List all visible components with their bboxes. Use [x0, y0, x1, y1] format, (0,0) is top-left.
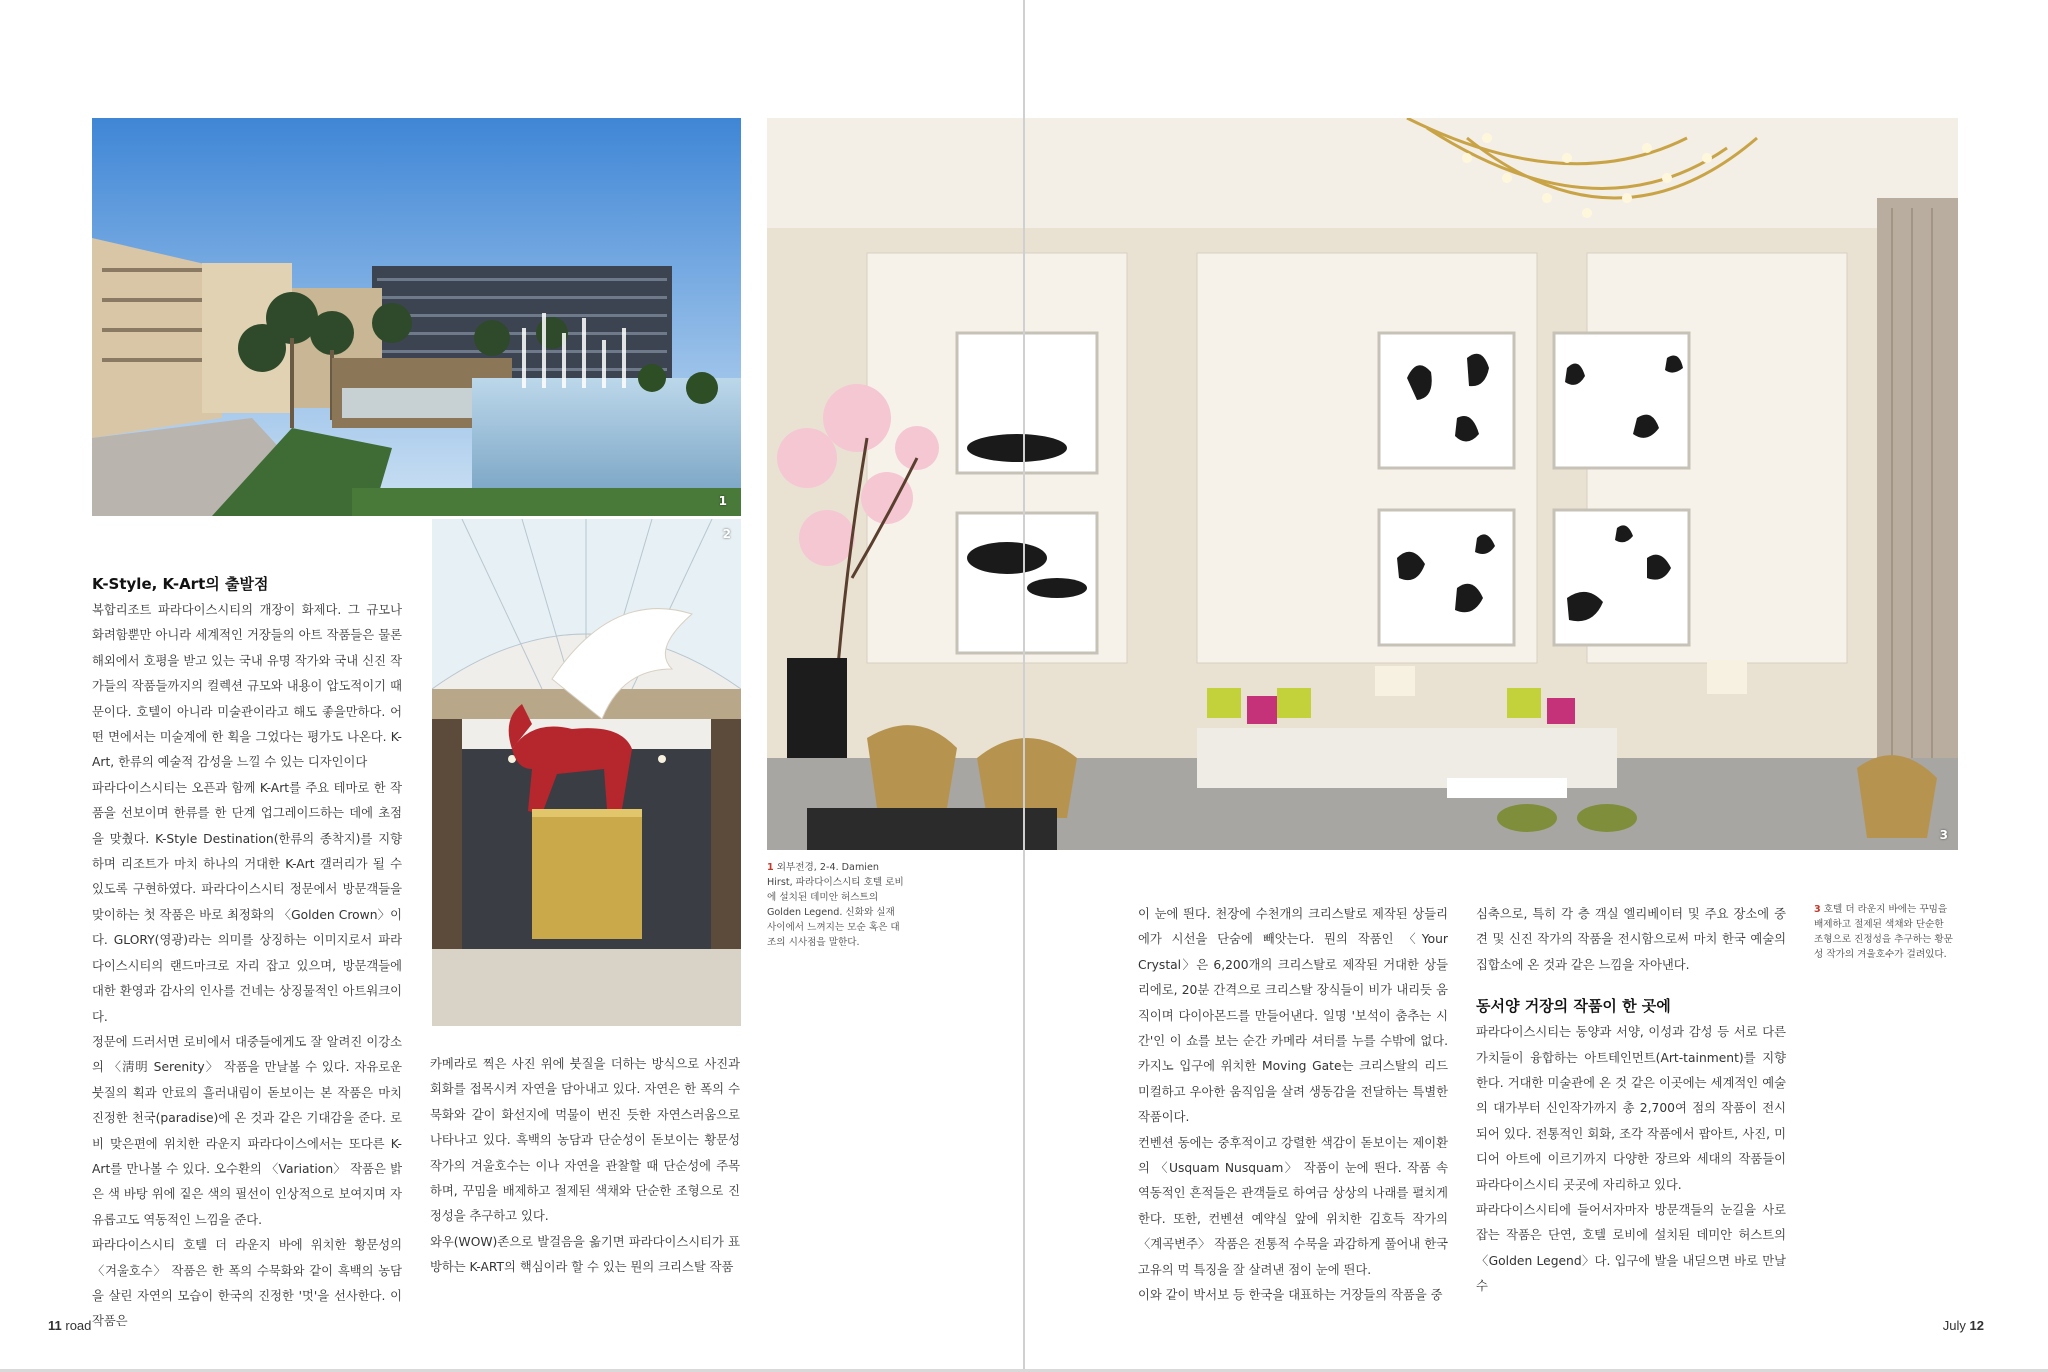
- photo-caption-right: [1814, 902, 1954, 962]
- paragraph: 이와 같이 박서보 등 한국을 대표하는 거장들의 작품을 중: [1138, 1288, 1443, 1303]
- folio-left: [48, 1318, 91, 1333]
- article-column-3: [1138, 902, 1448, 1309]
- article-column-4: [1476, 902, 1786, 1300]
- page-number: 12: [1969, 1318, 1984, 1333]
- pegasus-illustration: [432, 519, 741, 1026]
- page-number: 11: [48, 1318, 62, 1333]
- photo-number: 2: [722, 527, 731, 541]
- paragraph: 심축으로, 특히 각 층 객실 엘리베이터 및 주요 장소에 중견 및 신진 작가의 작품을 전시함으로써 마치 한국 예술의 집합소에 온 것과 같은 느낌을 자아낸다.: [1476, 907, 1786, 972]
- paragraph: 파라다이스시티 호텔 더 라운지 바에 위치한 황문성의 〈겨울호수〉 작품은 한 폭의 수묵화와 같이 흑백의 농담을 살린 자연의 모습이 한국의 진정한 '멋'을 선사한다. 이 작품은: [92, 1238, 402, 1329]
- folio-right: [1943, 1318, 1984, 1333]
- paragraph: 컨벤션 동에는 중후적이고 강렬한 색감이 돋보이는 제이환의 〈Usquam Nusquam〉 작품이 눈에 띈다. 작품 속 역동적인 흔적들은 관객들로 하여금 상상의 나래를 펼치게 한다. 또한, 컨벤션 예약실 앞에 위치한 김호득 작가의 〈계곡변주〉 작품은 전통적 수묵을 과감하게 풀어내 한국 고유의 먹 특징을 잘 살려낸 점이 눈에 띈다.: [1138, 1135, 1448, 1277]
- caption-text: 외부전경, 2-4. Damien Hirst, 파라다이스시티 호텔 로비에 설치된 데미안 허스트의 Golden Legend. 신화와 실재 사이에서 느껴지는 모순 혹은 대조의 시사점을 말한다.: [767, 862, 904, 948]
- caption-number: 3: [1814, 904, 1821, 915]
- paragraph: 복합리조트 파라다이스시티의 개장이 화제다. 그 규모나 화려함뿐만 아니라 세계적인 거장들의 아트 작품들은 물론 해외에서 호평을 받고 있는 국내 유명 작가와 국내 신진 작가들의 작품들까지의 컬렉션 규모와 내용이 압도적이기 때문이다. 호텔이 아니라 미술관이라고 해도 좋을만하다. 어떤 면에서는 미술계에 한 획을 그었다는 평가도 나온다. K-Art, 한류의 예술적 감성을 느낄 수 있는 디자인이다: [92, 603, 402, 770]
- paragraph: 파라다이스시티에 들어서자마자 방문객들의 눈길을 사로잡는 작품은 단연, 호텔 로비에 설치된 데미안 허스트의 〈Golden Legend〉다. 입구에 발을 내딛으면 바로 만날 수: [1476, 1203, 1786, 1294]
- paragraph: 파라다이스시티는 동양과 서양, 이성과 감성 등 서로 다른 가치들이 융합하는 아트테인먼트(Art-tainment)를 지향한다. 거대한 미술관에 온 것 같은 이곳에는 세계적인 예술의 대가부터 신인작가까지 총 2,700여 점의 작품이 전시되어 있다. 전통적인 회화, 조각 작품에서 팝아트, 사진, 미디어 아트에 이르기까지 다양한 장르와 세대의 작품들이 파라다이스시티 곳곳에 자리하고 있다.: [1476, 1025, 1786, 1192]
- magazine-title: road: [65, 1318, 92, 1333]
- article-column-2: [430, 1052, 740, 1281]
- spread-gutter: [1023, 0, 1025, 1372]
- caption-number: 1: [767, 862, 774, 873]
- caption-text: 호텔 더 라운지 바에는 꾸밈을 배제하고 절제된 색채와 단순한 조형으로 진정성을 추구하는 황문성 작가의 겨울호수가 걸려있다.: [1814, 904, 1953, 960]
- paragraph: 와우(WOW)존으로 발걸음을 옮기면 파라다이스시티가 표방하는 K-ART의 핵심이라 할 수 있는 뭔의 크리스탈 작품: [430, 1234, 740, 1275]
- paragraph: 이 눈에 띈다. 천장에 수천개의 크리스탈로 제작된 상들리에가 시선을 단숨에 빼앗는다. 뭔의 작품인 〈Your Crystal〉은 6,200개의 크리스탈로 제작된 거대한 상들리에로, 20분 간격으로 크리스탈 장식들이 비가 내리듯 움직이며 다이아몬드를 만들어낸다. 일명 '보석이 춤추는 시간'인 이 쇼를 보는 순간 카메라 셔터를 누를 수밖에 없다. 카지노 입구에 위치한 Moving Gate는 크리스탈의 리드미컬하고 우아한 움직임을 살려 생동감을 전달하는 특별한 작품이다.: [1138, 907, 1448, 1125]
- paragraph: 정문에 드러서면 로비에서 대중들에게도 잘 알려진 이강소의 〈淸明 Serenity〉 작품을 만날볼 수 있다. 자유로운 붓질의 획과 안료의 흘러내림이 돋보이는 본 작품은 마치 진정한 천국(paradise)에 온 것과 같은 기대감을 준다. 로비 맞은편에 위치한 라운지 파라다이스에서는 또다른 K-Art를 만나볼 수 있다. 오수환의 〈Variation〉 작품은 밝은 색 바탕 위에 짙은 색의 필선이 인상적으로 보여지며 자유롭고도 역동적인 느낌을 준다.: [92, 1034, 402, 1227]
- photo-number: 3: [1939, 828, 1948, 842]
- issue-month: July: [1942, 1318, 1966, 1333]
- lobby-illustration: [767, 118, 1958, 850]
- exterior-illustration: [92, 118, 741, 516]
- photo-exterior: [92, 118, 741, 516]
- photo-number: 1: [718, 494, 727, 508]
- section-heading: K-Style, K-Art의 출발점: [92, 575, 269, 593]
- paragraph: 파라다이스시티는 오픈과 함께 K-Art를 주요 테마로 한 작품을 선보이며 한류를 한 단계 업그레이드하는 데에 초점을 맞췄다. K-Style Destination(한류의 종착지)를 지향하며 리조트가 마치 하나의 거대한 K-Art 갤러리가 될 수 있도록 구현하였다. 파라다이스시티 정문에서 방문객들을 맞이하는 첫 작품은 바로 최정화의 〈Golden Crown〉이다. GLORY(영광)라는 의미를 상징하는 이미지로서 파라다이스시티의 랜드마크로 자리 잡고 있으며, 방문객들에 대한 환영과 감사의 인사를 건네는 상징물적인 아트워크이다.: [92, 780, 402, 1024]
- photo-caption-left: [767, 860, 907, 950]
- photo-pegasus: [432, 519, 741, 1026]
- photo-lobby-lounge: [767, 118, 1958, 850]
- article-column-1: [92, 570, 402, 1335]
- paragraph: 카메라로 찍은 사진 위에 붓질을 더하는 방식으로 사진과 회화를 접목시켜 자연을 담아내고 있다. 자연은 한 폭의 수묵화와 같이 화선지에 먹물이 번진 듯한 자연스러움으로 나타나고 있다. 흑백의 농담과 단순성이 돋보이는 황문성 작가의 겨울호수는 이나 자연을 관찰할 때 단순성에 주목하며, 꾸밈을 배제하고 절제된 색채와 단순한 조형으로 진정성을 추구하고 있다.: [430, 1057, 740, 1224]
- section-heading: 동서양 거장의 작품이 한 곳에: [1476, 997, 1671, 1016]
